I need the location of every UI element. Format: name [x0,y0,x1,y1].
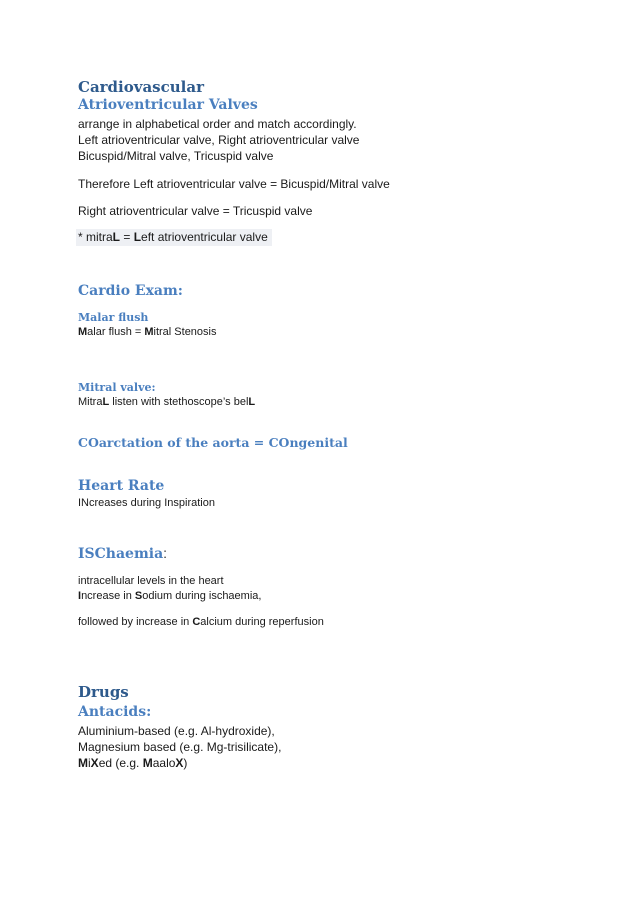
bold-letter: L [248,396,256,408]
bold-letter: L [112,230,121,244]
text-line: arrange in alphabetical order and match accordingly. [78,117,357,131]
text-line: Bicuspid/Mitral valve, Tricuspid valve [78,149,274,163]
bold-letter: C [192,616,201,628]
text-ischaemia-3 [78,616,324,628]
text-antacid-3 [78,756,187,770]
text-fragment: ncrease in [81,590,135,602]
text-fragment: ed (e.g. [98,756,143,770]
bold-letter: L [102,396,110,408]
bold-letter: X [90,756,99,770]
text-fragment: ) [183,756,188,770]
text-fragment: followed by increase in [78,616,193,628]
text-therefore: Therefore Left atrioventricular valve = Bicuspid/Mitral valve [78,177,390,191]
heading-malar-flush: Malar flush [78,311,149,324]
section-title-drugs: Drugs [78,683,129,701]
text-ischaemia-2 [78,590,261,602]
heading-colon: : [163,545,168,561]
bold-letter: M [142,756,153,770]
heading-antacids: Antacids: [78,704,152,720]
mnemonic-mitral-left [76,229,272,246]
text-fragment: Mitra [78,396,103,408]
bold-letter: M [78,326,88,338]
text-fragment: = [120,230,134,244]
bold-letter: M [78,756,88,770]
text-antacid-2: Magnesium based (e.g. Mg-trisilicate), [78,740,282,754]
text-fragment: eft atrioventricular valve [141,230,268,244]
heading-coarctation: COarctation of the aorta = COngenital [78,435,348,450]
section-title-cardiovascular: Cardiovascular [78,78,204,96]
heading-ischaemia [78,545,167,562]
text-fragment: * mitra [78,230,113,244]
text-fragment: alar flush = [87,326,145,338]
text-fragment: odium during ischaemia, [142,590,262,602]
bold-letter: M [144,326,154,338]
heading-text: ISChaemia [78,546,164,562]
text-antacid-1: Aluminium-based (e.g. Al-hydroxide), [78,724,275,738]
text-mitral-valve [78,396,255,408]
text-fragment: i [88,756,91,770]
text-line: Left atrioventricular valve, Right atrioventricular valve [78,133,360,147]
bold-letter: X [175,756,184,770]
text-fragment: alcium during reperfusion [200,616,324,628]
text-fragment: itral Stenosis [153,326,217,338]
heading-heart-rate: Heart Rate [78,478,165,494]
text-fragment: aalo [152,756,176,770]
heading-cardio-exam: Cardio Exam: [78,283,183,299]
heading-mitral-valve: Mitral valve: [78,381,156,394]
text-heart-rate: INcreases during Inspiration [78,497,215,509]
text-ischaemia-1: intracellular levels in the heart [78,575,224,587]
heading-atrioventricular-valves: Atrioventricular Valves [78,97,258,113]
bold-letter: S [134,590,143,602]
bold-letter: I [78,590,82,602]
text-right-av: Right atrioventricular valve = Tricuspid valve [78,204,313,218]
text-fragment: listen with stethoscope’s bel [109,396,249,408]
bold-letter: L [133,230,142,244]
text-malar-flush [78,326,217,338]
